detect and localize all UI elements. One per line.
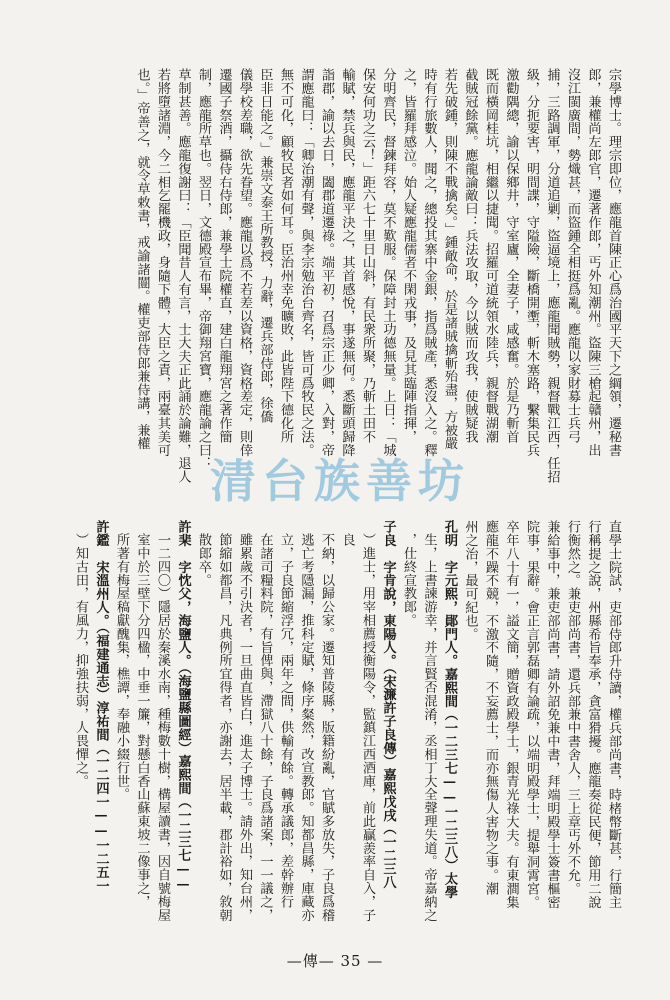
text-column: ）進士，用宰相薦授衡陽令，監鎮江西酒庫，前此贏羨率自入，子良 bbox=[339, 533, 375, 922]
text-column: 宗學博士。理宗即位，應龍首陳正心爲治國平天下之綱領，遷秘書 bbox=[606, 68, 621, 457]
text-column: 之，皆羅拜感泣。始人疑應龍儒者不閑戎事，及見其臨陣指揮， bbox=[401, 68, 416, 444]
text-column: 所著有梅屋稿獻醜集，樵譚，奉融小綴行世。 bbox=[114, 533, 129, 801]
text-column: 草制甚善。應龍復謝曰：「臣聞昔人有言，士大夫正此誦於論難，退人 bbox=[175, 68, 191, 484]
text-column: 也。」帝善之，就令草敕書，戒諭諸闓。權吏部侍郎兼侍講，兼權 bbox=[134, 68, 150, 450]
text-column: 若將墮諸淵，今二相乞罷機政，身隨下體，大臣之責，兩臺其美可 bbox=[155, 68, 170, 457]
text-column: ，仕終宣教郎。 bbox=[401, 533, 416, 627]
text-column: 在諸司糧料院，有旨俾與，滯獄八十餘，子良爲諸案，一一議之， bbox=[257, 533, 273, 922]
text-column: 保安何功之云！」距六七十里日山斜，有民衆所聚，乃斬土田不 bbox=[360, 68, 375, 444]
text-column: 子良 字肯說，東陽人。（宋濂許子良傳）嘉熙戊戌（一二三八 bbox=[380, 520, 396, 889]
text-column: 分明齊民，督鍊拜容，莫不歎服。保障封土功德無量。上日：「城 bbox=[380, 68, 396, 457]
text-column: 散郎卒。 bbox=[196, 533, 211, 587]
text-column: 許棐 字忱父，海鹽人。（海鹽縣圖經）嘉熙間（一二三七—— bbox=[175, 520, 191, 893]
text-column: 直學士院試，吏部侍郎升侍讀，權兵部尚書，時楮幣斷甚，行簡主 bbox=[606, 520, 621, 909]
text-column: 沒江閩廣間，勢熾甚，而盜鍾全相挺爲亂。應龍以家財募士兵弓 bbox=[565, 68, 580, 444]
text-column: 臣非日能之。」兼崇文泰王所教授，力辭，遷兵部侍郎，徐僑 bbox=[257, 68, 273, 424]
text-column: 室中於三壁下分四楹，中垂一簾，對懸白香山蘇東坡二像事之， bbox=[134, 533, 150, 909]
bottom-text-block bbox=[75, 520, 623, 928]
text-column: 詣郡，諭以去日，闔郡道遷祿。端平初，召爲宗正少卿，入對，帝 bbox=[319, 68, 334, 457]
text-column: 州之治，最可紀也。 bbox=[462, 520, 478, 641]
text-column: 雖累歲不引決者，一旦曲直皆白，進太子博士。請外出，知台州， bbox=[237, 533, 252, 922]
text-column: 謂應龍曰：「卿治潮有聲，與李宗勉治台齊名，皆可爲牧民之法。 bbox=[298, 68, 314, 457]
text-column: 院事，果辭。會正言郭磊卿有論疏，以端明殿學士，提舉洞霄宮。 bbox=[524, 520, 539, 909]
text-column: 無不可化，顧牧民者如何耳。臣治州幸免曠敗，此皆陛下德化所 bbox=[278, 68, 293, 444]
text-column: 行稱提之說，州縣希旨奉承，貪富猾擾。應龍奏從民便，節用二說 bbox=[585, 520, 601, 909]
text-column: 節縮如都昌，凡典例所宜得者，亦謝去，居半載，郡計裕如，敘朝 bbox=[216, 533, 232, 922]
text-column: 應龍不躁不競，不激不隨，不妄薦士，而亦無傷人害物之事。潮 bbox=[483, 520, 498, 896]
text-column: 儀學校差職，欲先眷望。應龍以爲不若差以資格，資格差定，則倖 bbox=[237, 68, 252, 457]
text-column: 截賊冠餘黨。應龍論敵曰：兵法攻取，今以賊而攻我，使賊疑我 bbox=[462, 68, 478, 444]
top-text-block bbox=[75, 68, 623, 486]
text-column: 制，應龍所草也。翌日，文德殿宣布畢，帝御翔宮寶，應龍論之曰： bbox=[196, 68, 211, 470]
text-column: 捕，三路調軍，分道追剿，盜逼境上，應龍聞賊勢，親督戰江西，任招 bbox=[544, 68, 560, 484]
page-number: —傳— 35 — bbox=[286, 952, 384, 970]
text-column: 激勸隅總，諭以保鄉井，守室廬，全妻子，咸感奮。於是乃斬首 bbox=[503, 68, 519, 444]
text-column: 生，上書諫游幸，并言賢否混淆，丞相丁大全聲理失道。帝嘉納之 bbox=[421, 533, 437, 922]
text-column: 行衡然之。兼吏部尚書，還兵部兼中書舍人，三上章丐外不允。 bbox=[565, 520, 580, 896]
text-column: 許鑑 宋溫州人。（福建通志）淳祐間（一二四一——一二五一 bbox=[93, 520, 109, 893]
text-column: 既而橫岡桂坑，相繼以捷聞。招羅可道統領水陸兵，親督戰湖潮 bbox=[483, 68, 498, 444]
text-column: 若先破鍾，則陳不戰擒矣。」鍾敵命，於是諸賊擒斬殆盡，方被嚴 bbox=[442, 68, 457, 450]
text-column: 不納，以歸公家。遷知普陵縣，版籍紛亂，官賦多放失，子良爲稽 bbox=[319, 533, 334, 922]
text-column: 輸賦，禁兵與民，應龍平決之，其首感悅，事遂無何。悉斷頭歸降 bbox=[339, 68, 355, 457]
text-column: 時有行旅數人，聞之，總投其寨中金銀，指爲賊產，悉沒入之。釋 bbox=[421, 68, 437, 457]
text-column: 郎，兼權尚左郎官，遷著作郎，丐外知潮州。盜陳三槍起贛州，出 bbox=[585, 68, 601, 457]
watermark-text: 清台族善坊 bbox=[210, 454, 470, 508]
text-column: 遷國子祭酒，攝侍右侍郎，兼學士院權直，建白龍翔宮之著作簡 bbox=[216, 68, 232, 444]
text-column: 逃亡考隱漏，推科定賦，條序粲然，改宣教郎。知都昌縣，庫藏亦 bbox=[298, 533, 314, 922]
text-column: 孔明 字元熙，鄖門人。嘉熙間（一二三七——一二三八）太學 bbox=[442, 520, 457, 899]
text-column: 級，分扼要害，明間諜，守隘險，斷橋開壍，斬木塞路，繫集民兵 bbox=[524, 68, 539, 457]
text-column: 卒年八十有一，謚文簡，贈資政殿學士，銀青光祿大夫。有東澗集 bbox=[503, 520, 519, 909]
text-column: ）知古田，有風力，抑強扶弱，人畏憚之。 bbox=[73, 533, 88, 788]
text-column: 一二四〇）隱居於秦溪水南，種梅數十樹，構屋讀書，因自號梅屋 bbox=[155, 533, 170, 922]
text-column: 兼給事中，兼吏部尚書，請外詔免兼中書，拜端明殿學士簽書樞密 bbox=[544, 520, 560, 909]
text-column: 立，子良節縮浮冗，兩年之間，供輸有餘。轉承議郎，差幹辦行 bbox=[278, 533, 293, 909]
